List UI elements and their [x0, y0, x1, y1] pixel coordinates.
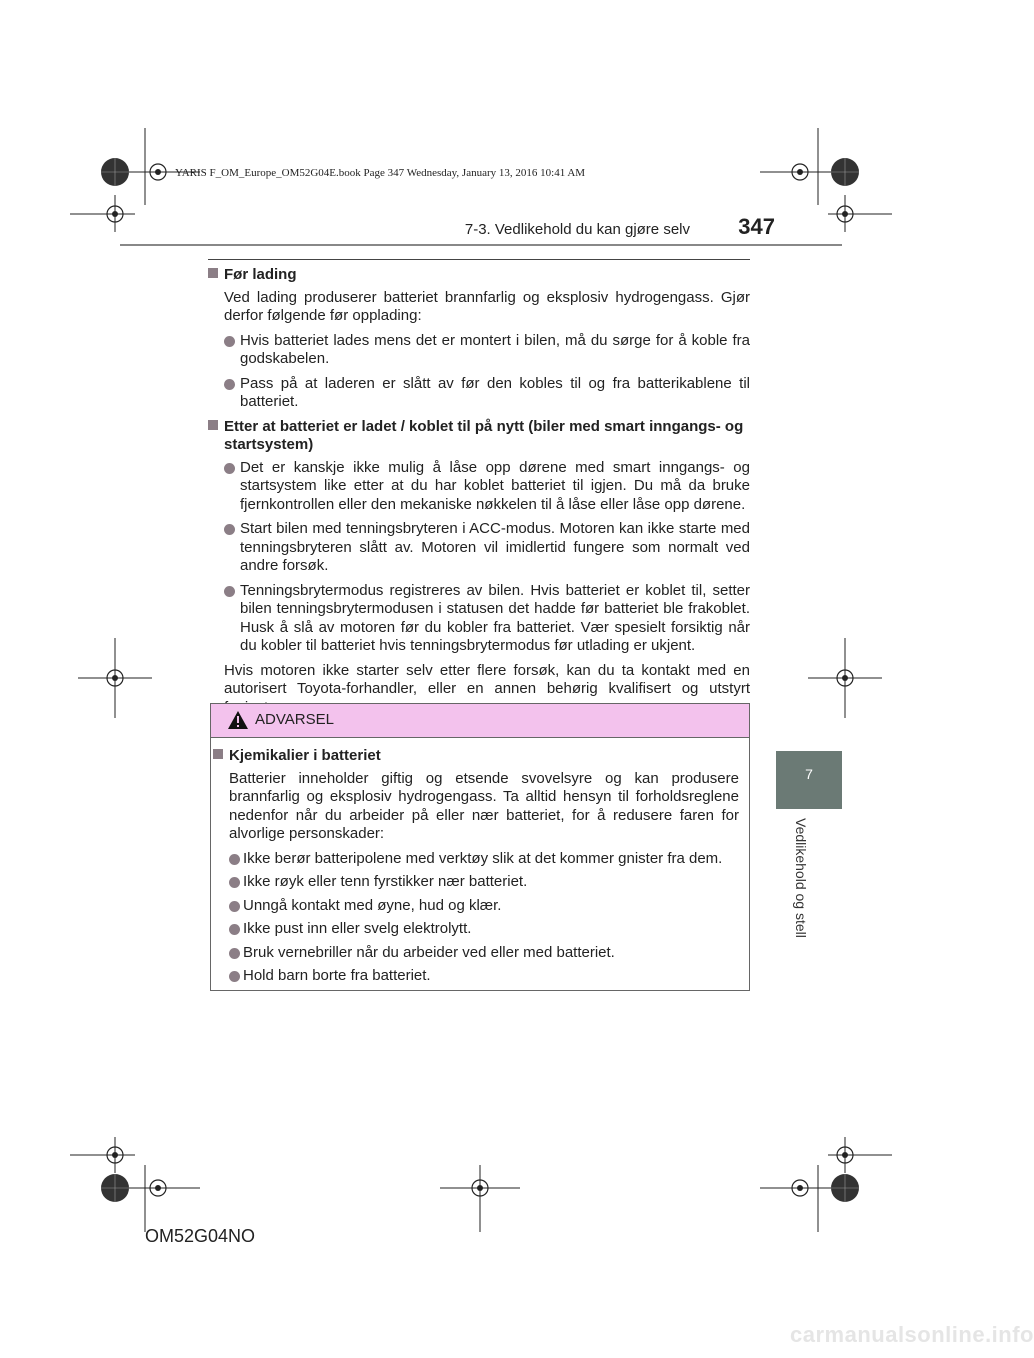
- round-bullet-icon: [229, 854, 240, 865]
- watermark-text: carmanualsonline.info: [790, 1322, 1034, 1347]
- list-item: Bruk vernebriller når du arbeider ved eller med batteriet.: [229, 944, 739, 963]
- after-charging-heading: Etter at batteriet er ladet / koblet til på nytt (biler med smart inngangs- og startsystem): [208, 418, 750, 455]
- round-bullet-icon: [224, 524, 235, 535]
- page-number: 347: [738, 214, 775, 239]
- warning-header: [211, 704, 749, 738]
- chapter-label: Vedlikehold og stell: [793, 818, 809, 938]
- list-item: Hvis batteriet lades mens det er montert i bilen, må du sørge for å koble fra godskabelen.: [224, 332, 750, 369]
- round-bullet-icon: [229, 877, 240, 888]
- warning-body: [211, 747, 739, 991]
- round-bullet-icon: [224, 336, 235, 347]
- header-rule-bar: [120, 244, 842, 246]
- list-item: Start bilen med tenningsbryteren i ACC-modus. Motoren kan ikke starte med tenningsbryteren slått av. Motoren vil imidlertid fungere som normalt ved andre forsøk.: [224, 520, 750, 576]
- content-top-rule: [208, 259, 750, 260]
- round-bullet-icon: [229, 901, 240, 912]
- round-bullet-icon: [224, 379, 235, 390]
- square-bullet-icon: [213, 749, 223, 759]
- square-bullet-icon: [208, 420, 218, 430]
- list-item: Ikke berør batteripolene med verktøy slik at det kommer gnister fra dem.: [229, 850, 739, 869]
- round-bullet-icon: [229, 971, 240, 982]
- round-bullet-icon: [229, 948, 240, 959]
- square-bullet-icon: [208, 268, 218, 278]
- list-item: Tenningsbrytermodus registreres av bilen. Hvis batteriet er koblet til, setter bilen tenningsbrytermodusen i statusen det hadde før batteriet ble frakoblet. Husk å slå av motoren før du kobler fra batteriet. Vær spesielt forsiktig når du kobler til batteriet hvis tenningsbrytermodus før utlading er ukjent.: [224, 582, 750, 656]
- list-item: Pass på at laderen er slått av før den kobles til og fra batterikablene til batteriet.: [224, 375, 750, 412]
- section-title: 7-3. Vedlikehold du kan gjøre selv: [464, 221, 690, 238]
- before-charging-intro: Ved lading produserer batteriet brannfarlig og eksplosiv hydrogengass. Gjør derfor følgende før opplading:: [224, 288, 750, 324]
- file-info-line: YARIS F_OM_Europe_OM52G04E.book Page 347 Wednesday, January 13, 2016 10:41 AM: [175, 167, 586, 179]
- warning-box: [210, 703, 750, 991]
- main-content: [208, 266, 750, 723]
- warning-heading: Kjemikalier i batteriet: [211, 747, 739, 766]
- list-item: Unngå kontakt med øyne, hud og klær.: [229, 897, 739, 916]
- warning-triangle-icon: [227, 710, 249, 730]
- list-item: Hold barn borte fra batteriet.: [229, 967, 739, 986]
- warning-intro: Batterier inneholder giftig og etsende svovelsyre og kan produsere brannfarlig og eksplosiv hydrogengass. Ta alltid hensyn til forholdsreglene nedenfor når du arbeider på eller nær batteriet, for å redusere faren for alvorlige personskader:: [229, 769, 739, 842]
- chapter-number: 7: [805, 766, 813, 782]
- round-bullet-icon: [229, 924, 240, 935]
- list-item: Ikke pust inn eller svelg elektrolytt.: [229, 920, 739, 939]
- list-item: Ikke røyk eller tenn fyrstikker nær batteriet.: [229, 873, 739, 892]
- before-charging-heading: Før lading: [208, 266, 750, 285]
- after-charging-closing: Hvis motoren ikke starter selv etter flere forsøk, kan du ta kontakt med en autorisert Toyota-forhandler, eller en annen behørig kvalifisert og utstyrt: [224, 661, 750, 697]
- warning-label: ADVARSEL: [255, 711, 334, 728]
- document-code: OM52G04NO: [145, 1226, 256, 1246]
- round-bullet-icon: [224, 586, 235, 597]
- list-item: Det er kanskje ikke mulig å låse opp dørene med smart inngangs- og startsystem like etter at du har koblet batteriet til igjen. Du må da bruke fjernkontrollen eller den mekaniske nøkkelen til å låse eller låse opp dørene.: [224, 459, 750, 515]
- round-bullet-icon: [224, 463, 235, 474]
